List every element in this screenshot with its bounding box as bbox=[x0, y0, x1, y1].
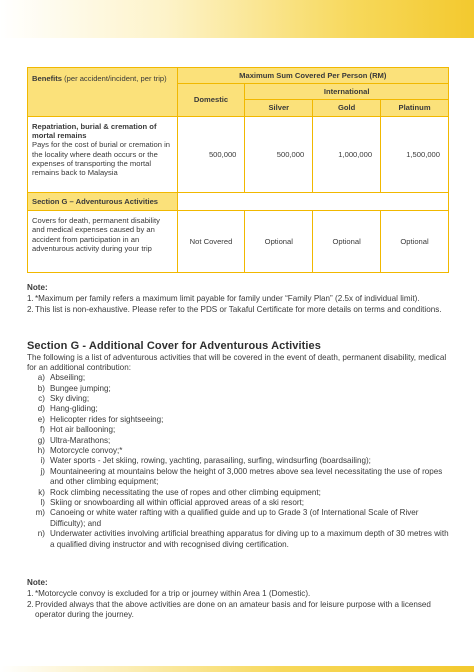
list-item bbox=[27, 373, 449, 383]
list-item-letter: l) bbox=[40, 498, 45, 508]
list-item-letter: b) bbox=[37, 383, 45, 393]
section-g-heading: Section G - Additional Cover for Adventurous Activities bbox=[27, 340, 321, 352]
note-title: Note: bbox=[27, 578, 48, 587]
list-item-text: Underwater activities involving artificial breathing apparatus for diving up to a maximum depth of 30 metres with a qualified diving instructor and with recognised diving certification. bbox=[50, 529, 449, 549]
repatriation-cell bbox=[28, 117, 178, 193]
note-item bbox=[27, 589, 449, 599]
list-item bbox=[27, 488, 449, 498]
list-item bbox=[27, 425, 449, 435]
benefits-header-sub: (per accident/incident, per trip) bbox=[64, 74, 167, 83]
list-item bbox=[27, 498, 449, 508]
repatriation-platinum: 1,500,000 bbox=[381, 117, 449, 193]
list-item-letter: m) bbox=[35, 508, 45, 518]
list-item-letter: i) bbox=[40, 456, 45, 466]
list-item-text: Skiing or snowboarding all within official approved areas of a ski resort; bbox=[50, 498, 305, 508]
note-item bbox=[27, 305, 449, 315]
list-item-letter: g) bbox=[37, 435, 45, 445]
list-item-letter: e) bbox=[37, 414, 45, 424]
repatriation-title: Repatriation, burial & cremation of mortal remains bbox=[32, 122, 157, 141]
list-item bbox=[27, 508, 449, 529]
adventurous-gold: Optional bbox=[313, 211, 381, 273]
list-item-letter: n) bbox=[37, 529, 45, 539]
international-header: International bbox=[245, 84, 449, 100]
section-g-fill bbox=[177, 193, 448, 211]
table-notes bbox=[27, 283, 449, 315]
benefits-table bbox=[27, 67, 449, 273]
note-num: 1. bbox=[27, 589, 34, 599]
note-text: Provided always that the above activities are done on an amateur basis and for leisure purpose with a licensed operator during the journey. bbox=[35, 599, 431, 619]
list-item-text: Motorcycle convoy;* bbox=[50, 446, 123, 456]
list-item-text: Bungee jumping; bbox=[50, 383, 111, 393]
section-g-intro: The following is a list of adventurous activities that will be covered in the event of death, permanent disability, medical for an additional contribution: bbox=[27, 353, 447, 373]
list-item bbox=[27, 394, 449, 404]
list-item-text: Mountaineering at mountains below the height of 3,000 metres above sea level necessitating the use of ropes and other climbing equipment; bbox=[50, 466, 443, 487]
adventurous-desc: Covers for death, permanent disability and medical expenses caused by an accident from participation in an adventurous activity during your trip bbox=[28, 211, 178, 273]
list-item-letter: j) bbox=[40, 466, 45, 476]
list-item-letter: k) bbox=[38, 487, 45, 497]
list-item-text: Ultra-Marathons; bbox=[50, 435, 111, 445]
note-text: *Motorcycle convoy is excluded for a trip or journey within Area 1 (Domestic). bbox=[35, 589, 311, 599]
adventurous-platinum: Optional bbox=[381, 211, 449, 273]
section-g-label: Section G – Adventurous Activities bbox=[28, 193, 178, 211]
adventurous-domestic: Not Covered bbox=[177, 211, 245, 273]
footer-band bbox=[0, 666, 474, 672]
list-item-text: Hot air ballooning; bbox=[50, 425, 116, 435]
list-item bbox=[27, 529, 449, 550]
list-item-text: Rock climbing necessitating the use of ropes and other climbing equipment; bbox=[50, 487, 321, 497]
list-item-letter: a) bbox=[37, 373, 45, 383]
list-item-text: Canoeing or white water rafting with a qualified guide and up to Grade 3 (of International Scale of River Difficulty); and bbox=[50, 508, 419, 528]
list-item-text: Abseiling; bbox=[50, 373, 86, 383]
note-text: This list is non-exhaustive. Please refer to the PDS or Takaful Certificate for more details on terms and conditions. bbox=[35, 304, 442, 314]
platinum-header: Platinum bbox=[381, 100, 449, 117]
repatriation-domestic: 500,000 bbox=[177, 117, 245, 193]
adventurous-silver: Optional bbox=[245, 211, 313, 273]
list-item-letter: c) bbox=[38, 394, 45, 403]
note-num: 2. bbox=[27, 304, 34, 314]
table-row bbox=[28, 211, 449, 273]
repatriation-silver: 500,000 bbox=[245, 117, 313, 193]
list-item-text: Water sports - Jet skiing, rowing, yachting, parasailing, surfing, windsurfing (boardsailing); bbox=[50, 456, 371, 466]
section-row bbox=[28, 193, 449, 211]
section-g bbox=[27, 340, 449, 550]
list-item bbox=[27, 415, 449, 425]
list-item-letter: f) bbox=[40, 425, 45, 435]
activity-notes bbox=[27, 578, 449, 620]
list-item bbox=[27, 446, 449, 456]
list-item bbox=[27, 436, 449, 446]
list-item-text: Helicopter rides for sightseeing; bbox=[50, 414, 164, 424]
domestic-header: Domestic bbox=[177, 84, 245, 117]
list-item bbox=[27, 467, 449, 488]
note-item bbox=[27, 294, 449, 304]
note-text: *Maximum per family refers a maximum limit payable for family under “Family Plan” (2.5x of individual limit). bbox=[35, 294, 420, 304]
list-item-letter: h) bbox=[37, 446, 45, 456]
note-num: 1. bbox=[27, 294, 34, 304]
list-item-text: Hang-gliding; bbox=[50, 404, 98, 414]
gold-header: Gold bbox=[313, 100, 381, 117]
max-sum-header: Maximum Sum Covered Per Person (RM) bbox=[177, 68, 448, 84]
repatriation-gold: 1,000,000 bbox=[313, 117, 381, 193]
list-item-text: Sky diving; bbox=[50, 394, 90, 403]
list-item bbox=[27, 404, 449, 414]
list-item bbox=[27, 456, 449, 466]
list-item bbox=[27, 384, 449, 394]
note-num: 2. bbox=[27, 599, 34, 609]
table-row bbox=[28, 117, 449, 193]
note-item bbox=[27, 600, 449, 621]
benefits-header bbox=[28, 68, 178, 117]
list-item-letter: d) bbox=[37, 404, 45, 414]
note-title: Note: bbox=[27, 283, 48, 292]
silver-header: Silver bbox=[245, 100, 313, 117]
header-band bbox=[0, 0, 474, 38]
benefits-header-label: Benefits bbox=[32, 74, 62, 83]
repatriation-desc: Pays for the cost of burial or cremation in the locality where death occurs or the expenses of transporting the mortal remains back to Malaysia bbox=[32, 140, 171, 178]
activities-list bbox=[27, 373, 449, 550]
